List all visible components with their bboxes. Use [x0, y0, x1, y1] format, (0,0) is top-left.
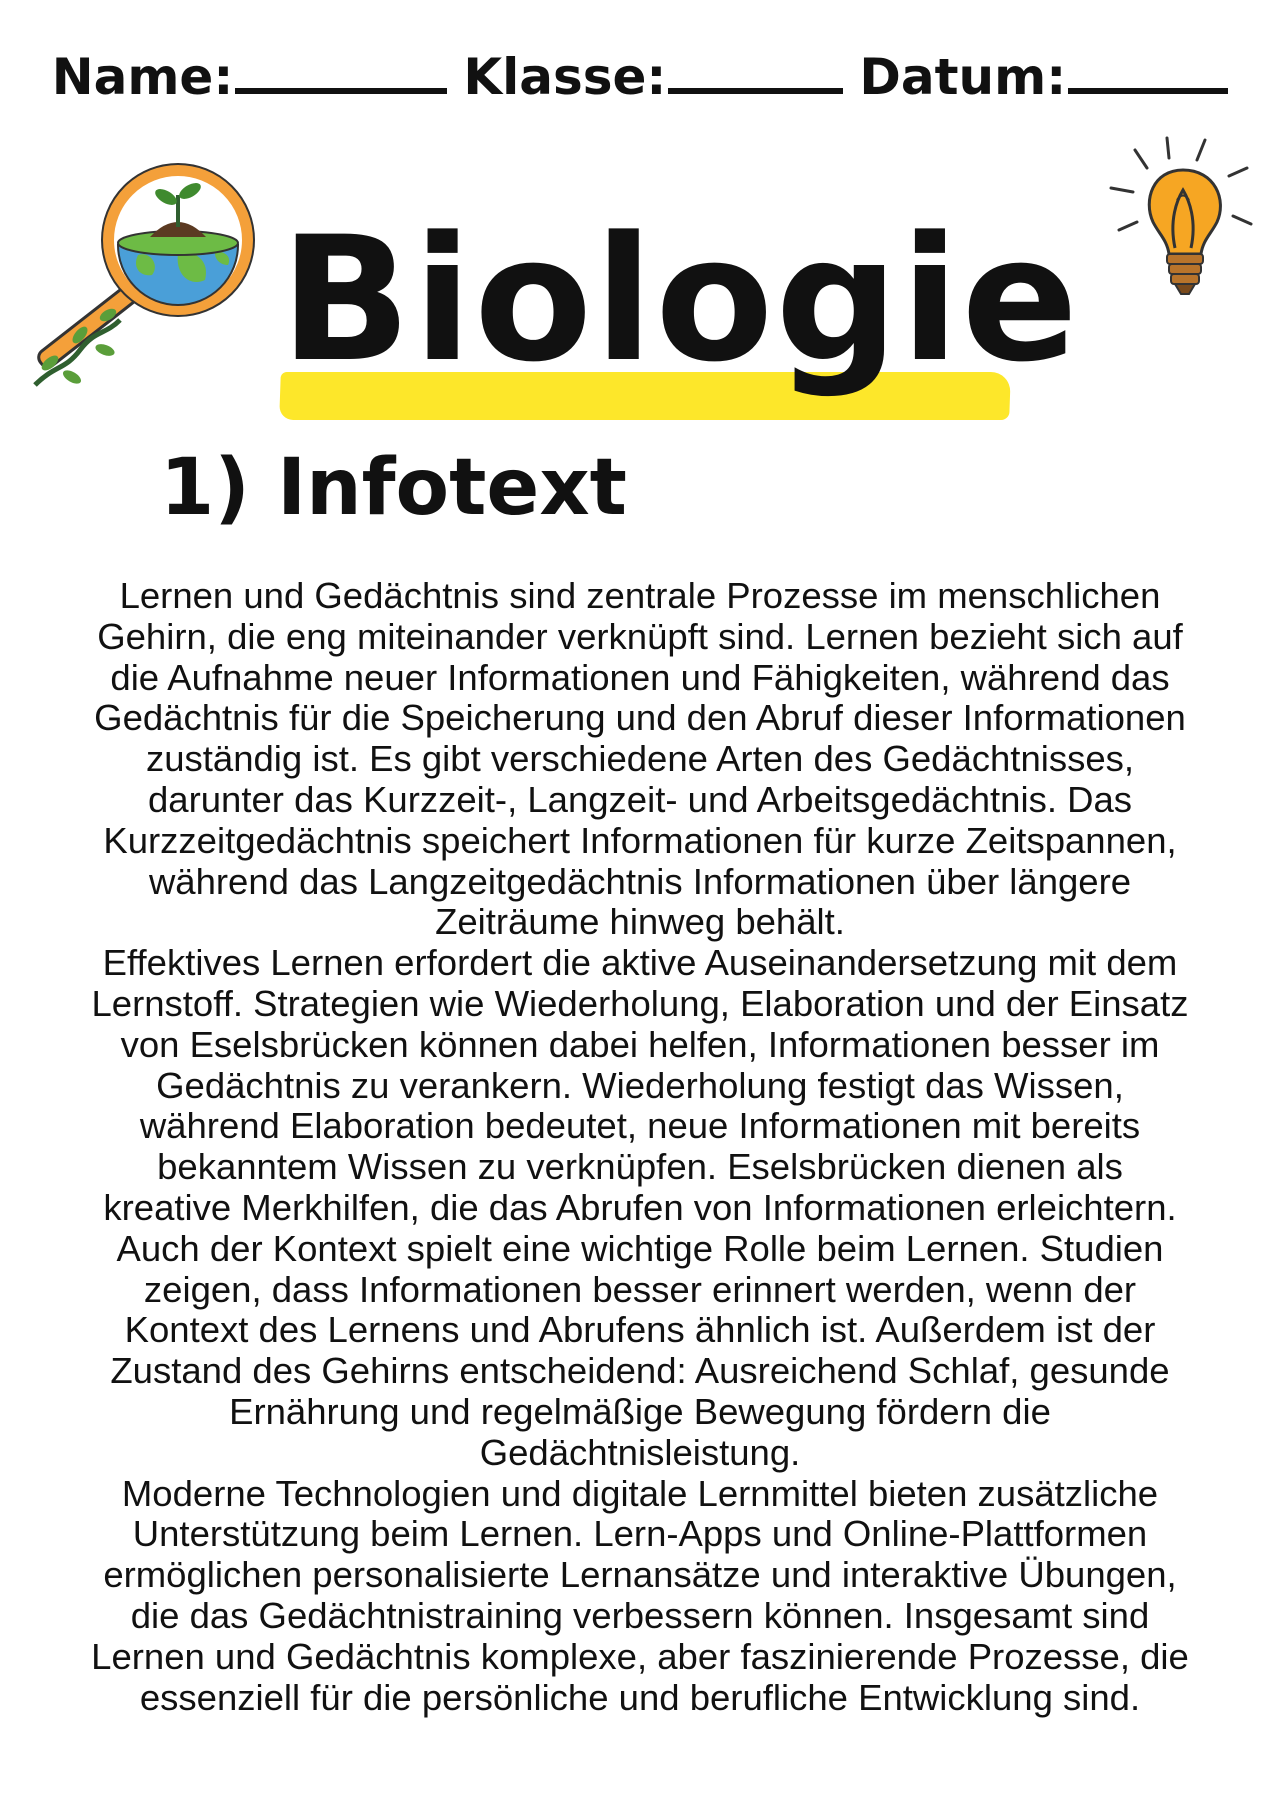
infotext-line: Unterstützung beim Lernen. Lern-Apps und Online-Plattformen	[132, 1513, 1148, 1555]
datum-label: Datum:	[859, 48, 1067, 106]
infotext-body	[18, 576, 1262, 1718]
infotext-line: Effektives Lernen erfordert die aktive Auseinandersetzung mit dem	[102, 942, 1178, 984]
infotext-line: Gedächtnis für die Speicherung und den Abruf dieser Informationen	[94, 697, 1186, 739]
infotext-line: ermöglichen personalisierte Lernansätze und interaktive Übungen,	[103, 1554, 1177, 1596]
infotext-line: Zeiträume hinweg behält.	[435, 901, 845, 943]
magnifier-globe-plant-icon	[10, 155, 270, 405]
infotext-line: kreative Merkhilfen, die das Abrufen von Informationen erleichtern.	[103, 1186, 1177, 1228]
infotext-line: Auch der Kontext spielt eine wichtige Rolle beim Lernen. Studien	[116, 1227, 1164, 1269]
infotext-line: Kontext des Lernens und Abrufens ähnlich ist. Außerdem ist der	[124, 1309, 1156, 1351]
infotext-line: Kurzzeitgedächtnis speichert Informationen für kurze Zeitspannen,	[103, 819, 1177, 861]
infotext-line: bekanntem Wissen zu verknüpfen. Eselsbrücken dienen als	[157, 1146, 1123, 1188]
infotext-line: zeigen, dass Informationen besser erinnert werden, wenn der	[143, 1268, 1137, 1310]
infotext-line: Gehirn, die eng miteinander verknüpft sind. Lernen bezieht sich auf	[97, 615, 1183, 657]
infotext-line: Lernstoff. Strategien wie Wiederholung, Elaboration und der Einsatz	[91, 982, 1189, 1024]
infotext-line: die Aufnahme neuer Informationen und Fähigkeiten, während das	[110, 656, 1170, 698]
infotext-line: essenziell für die persönliche und berufliche Entwicklung sind.	[139, 1676, 1141, 1718]
infotext-line: die das Gedächtnistraining verbessern können. Insgesamt sind	[130, 1594, 1150, 1636]
name-label: Name:	[51, 48, 234, 106]
infotext-line: zuständig ist. Es gibt verschiedene Arten des Gedächtnisses,	[145, 738, 1135, 780]
klasse-label: Klasse:	[463, 48, 667, 106]
infotext-line: Gedächtnisleistung.	[479, 1431, 801, 1473]
klasse-blank-line[interactable]	[668, 48, 843, 94]
infotext-line: während Elaboration bedeutet, neue Informationen mit bereits	[139, 1105, 1141, 1147]
worksheet-header	[0, 48, 1280, 106]
name-blank-line[interactable]	[235, 48, 447, 94]
infotext-line: Gedächtnis zu verankern. Wiederholung festigt das Wissen,	[156, 1064, 1124, 1106]
infotext-line: Zustand des Gehirns entscheidend: Ausreichend Schlaf, gesunde	[110, 1350, 1170, 1392]
infotext-line: von Eselsbrücken können dabei helfen, Informationen besser im	[120, 1023, 1160, 1065]
datum-field[interactable]	[859, 48, 1228, 106]
section-title: 1) Infotext	[160, 443, 627, 533]
title-block	[280, 199, 1081, 420]
infotext-line: während das Langzeitgedächtnis Informationen über längere	[148, 860, 1132, 902]
infotext-line: darunter das Kurzzeit-, Langzeit- und Arbeitsgedächtnis. Das	[147, 778, 1133, 820]
name-field[interactable]	[52, 48, 448, 106]
lightbulb-icon	[1105, 130, 1265, 310]
klasse-field[interactable]	[463, 48, 843, 106]
infotext-line: Lernen und Gedächtnis sind zentrale Prozesse im menschlichen	[119, 575, 1161, 616]
page-title: Biologie	[280, 199, 1081, 400]
infotext-line: Ernährung und regelmäßige Bewegung fördern die	[229, 1390, 1051, 1432]
infotext-line: Moderne Technologien und digitale Lernmittel bieten zusätzliche	[121, 1472, 1159, 1514]
datum-blank-line[interactable]	[1068, 48, 1228, 94]
infotext-line: Lernen und Gedächtnis komplexe, aber faszinierende Prozesse, die	[91, 1635, 1189, 1677]
